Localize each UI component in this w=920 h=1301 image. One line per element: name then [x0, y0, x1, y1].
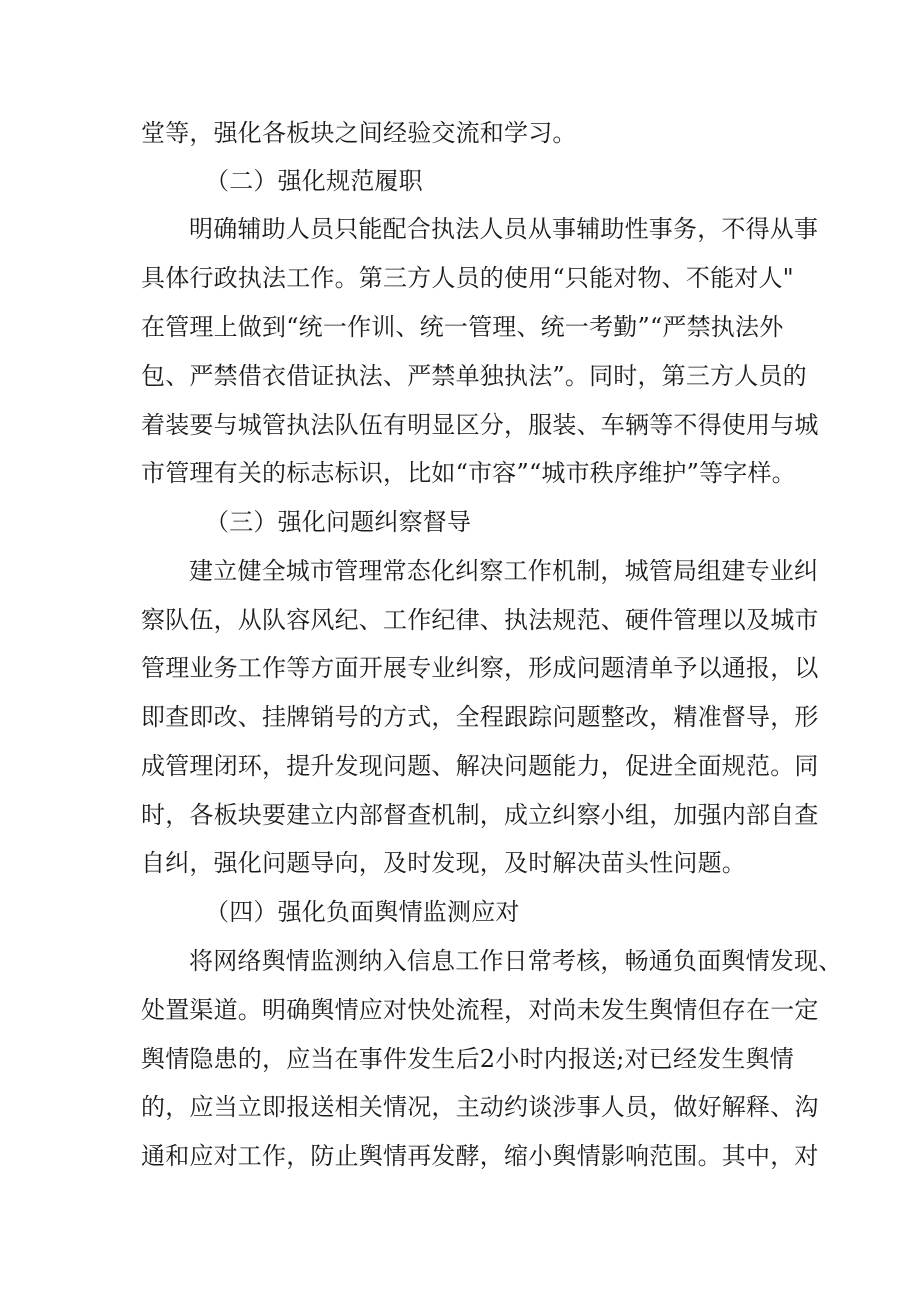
paragraph-line: 的，应当立即报送相关情况，主动约谈涉事人员，做好解释、沟	[141, 1093, 819, 1121]
paragraph-line: 包、严禁借衣借证执法、严禁单独执法”。同时，第三方人员的	[141, 362, 807, 390]
section-heading: （四）强化负面舆情监测应对	[205, 898, 520, 926]
paragraph-line: 建立健全城市管理常态化纠察工作机制，城管局组建专业纠	[189, 557, 819, 585]
paragraph-line: 通和应对工作，防止舆情再发酵，缩小舆情影响范围。其中，对	[141, 1142, 819, 1170]
paragraph-line: 察队伍，从队容风纪、工作纪律、执法规范、硬件管理以及城市	[141, 606, 819, 634]
paragraph-line: 时，各板块要建立内部督查机制，成立纠察小组，加强内部自查	[141, 801, 819, 829]
section-heading: （二）强化规范履职	[205, 167, 423, 195]
paragraph-line: 明确辅助人员只能配合执法人员从事辅助性事务，不得从事	[189, 215, 819, 243]
paragraph-line: 具体行政执法工作。第三方人员的使用“只能对物、不能对人"	[141, 264, 794, 292]
paragraph-line: 将网络舆情监测纳入信息工作日常考核，畅通负面舆情发现、	[189, 947, 843, 975]
paragraph-line: 处置渠道。明确舆情应对快处流程，对尚未发生舆情但存在一定	[141, 996, 819, 1024]
paragraph-line: 着装要与城管执法队伍有明显区分，服装、车辆等不得使用与城	[141, 411, 819, 439]
section-heading: （三）强化问题纠察督导	[205, 508, 472, 536]
paragraph-line: 在管理上做到“统一作训、统一管理、统一考勤”“严禁执法外	[141, 313, 784, 341]
paragraph-line: 自纠，强化问题导向，及时发现，及时解决苗头性问题。	[141, 849, 746, 877]
paragraph-line: 成管理闭环，提升发现问题、解决问题能力，促进全面规范。同	[141, 752, 819, 780]
paragraph-line: 市管理有关的标志标识，比如“市容”“城市秩序维护”等字样。	[141, 459, 796, 487]
paragraph-line: 堂等，强化各板块之间经验交流和学习。	[141, 119, 577, 147]
paragraph-line: 即查即改、挂牌销号的方式，全程跟踪问题整改，精准督导，形	[141, 703, 819, 731]
paragraph-line: 管理业务工作等方面开展专业纠察，形成问题清单予以通报，以	[141, 654, 819, 682]
paragraph-line: 舆情隐患的，应当在事件发生后2小时内报送;对已经发生舆情	[141, 1045, 794, 1073]
